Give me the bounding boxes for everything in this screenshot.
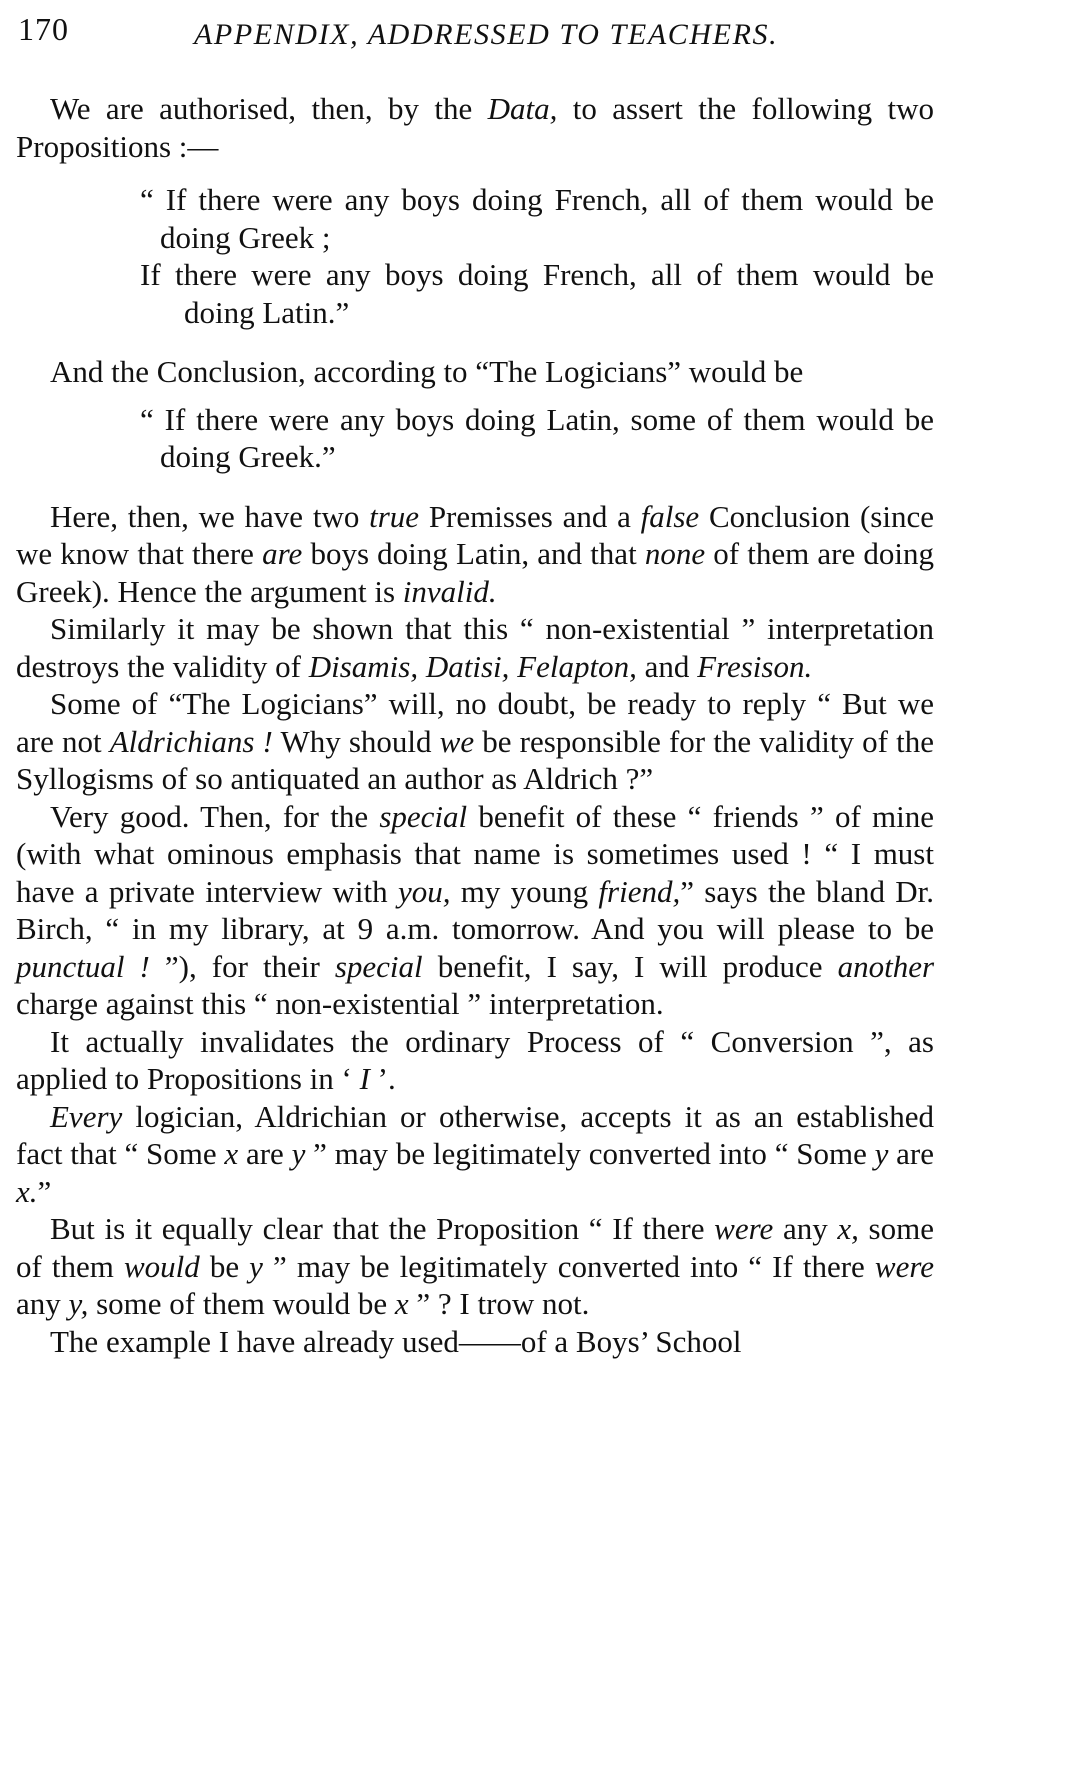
text-run: of them are doing Greek). Hence the argument is (16, 536, 935, 609)
emphasis: true (369, 498, 420, 534)
text-run: logician, Aldrichian or otherwise, accepts it as an established fact that “ Some (16, 1098, 934, 1171)
emphasis: are (262, 536, 303, 571)
text-run: my young (450, 873, 599, 909)
variable: y, (68, 1286, 89, 1321)
emphasis: false (640, 498, 700, 534)
variable: x (394, 1286, 409, 1321)
premisses-quote (16, 181, 934, 331)
text-run: are (238, 1136, 292, 1171)
text-run: boys doing Latin, and that (302, 536, 645, 571)
text-run: be (199, 1248, 250, 1284)
variable: x. (16, 1173, 38, 1209)
emphasis: special (379, 798, 468, 834)
emphasis: friend, (598, 873, 681, 909)
variable: x, (837, 1211, 859, 1246)
text-run: ” says the bland Dr. Birch, “ in my library, at 9 a.m. tomorrow. And you will please to be (16, 873, 934, 946)
text-run: are (888, 1136, 935, 1171)
variable: y (249, 1248, 263, 1284)
emphasis: none (644, 536, 706, 571)
emphasis: Aldrichians ! (109, 723, 273, 759)
emphasis: Fresison. (697, 648, 813, 684)
text-run: benefit, I say, I will produce (422, 948, 838, 984)
paragraph-7 (16, 1023, 934, 1098)
text-run: benefit of these “ friends ” of mine (with what ominous emphasis that name is sometimes used ! “ I must have a private interview with (16, 798, 934, 909)
emphasis: Felapton, (517, 648, 637, 684)
text-run: Very good. Then, for the (50, 798, 380, 834)
text-run: But is it equally clear that the Proposition “ If there (50, 1211, 715, 1246)
paragraph-3 (16, 498, 934, 611)
emphasis: Datisi, (425, 648, 510, 684)
emphasis: Data, (487, 91, 558, 126)
paragraph-2: And the Conclusion, according to “The Logicians” would be (50, 354, 804, 389)
text-run (418, 649, 426, 684)
text-run: and (636, 648, 698, 684)
emphasis: another (837, 948, 935, 984)
text-run: any (773, 1211, 838, 1246)
text-run: ’. (369, 1061, 396, 1096)
text-run: ” ? I trow not. (408, 1286, 590, 1321)
text-run: Why should (272, 723, 440, 759)
text-run: It actually invalidates the ordinary Process of “ Conversion ”, as applied to Propositions in ‘ (16, 1023, 934, 1096)
emphasis: Disamis, (308, 648, 419, 684)
variable: y (874, 1136, 889, 1171)
text-run: ”), for their (149, 948, 335, 984)
page-header (18, 6, 986, 52)
emphasis: special (334, 948, 423, 984)
text-run: some of them (16, 1211, 934, 1284)
page-body (16, 90, 934, 1360)
text-run: ” (37, 1173, 52, 1209)
text-run: Conclusion (since we know that there (16, 498, 934, 571)
emphasis: would (123, 1248, 200, 1284)
emphasis: punctual ! (16, 948, 150, 984)
paragraph-1 (16, 90, 934, 165)
paragraph-5 (16, 685, 934, 798)
emphasis: Every (50, 1098, 123, 1134)
emphasis: were (874, 1248, 934, 1284)
emphasis: we (439, 723, 475, 759)
running-title: APPENDIX, ADDRESSED TO TEACHERS. (194, 18, 779, 51)
variable: y (291, 1136, 306, 1171)
emphasis: you, (397, 873, 451, 909)
text-run: Some of “The Logicians” will, no doubt, be ready to reply “ But we are not (16, 686, 934, 759)
text-run: ” may be legitimately converted into “ If there (262, 1248, 875, 1284)
text-run: Similarly it may be shown that this “ non-existential ” interpretation destroys the validity of (16, 611, 934, 684)
quote-line-2: If there were any boys doing French, all of them would be doing Latin.” (140, 257, 934, 330)
text-run: Here, then, we have two (50, 498, 370, 534)
paragraph-6 (16, 798, 934, 1023)
page-number: 170 (18, 11, 69, 47)
paragraph-9 (16, 1210, 934, 1323)
conclusion-quote (16, 401, 934, 476)
text-run: charge against this “ non-existential ” interpretation. (16, 986, 664, 1021)
text-run: We are authorised, then, by the (50, 91, 488, 126)
text-run: be responsible for the validity of the Syllogisms of so antiquated an author as Aldrich ?” (16, 723, 934, 796)
emphasis: invalid. (402, 573, 497, 609)
text-run: any (16, 1286, 69, 1321)
paragraph-10: The example I have already used——of a Boys’ School (50, 1323, 742, 1359)
text-run: to assert the following two Propositions :— (16, 91, 934, 164)
text-run: some of them would be (88, 1286, 395, 1321)
text-run (509, 649, 517, 684)
emphasis: were (714, 1211, 774, 1246)
text-run: Premisses and a (419, 498, 641, 534)
paragraph-8 (16, 1098, 934, 1211)
variable: x (224, 1136, 239, 1171)
text-run: ” may be legitimately converted into “ Some (305, 1136, 875, 1171)
quote-line-1: “ If there were any boys doing French, all of them would be doing Greek ; (140, 182, 934, 255)
emphasis: I (359, 1061, 370, 1096)
paragraph-4 (16, 610, 934, 685)
quote-line-3: “ If there were any boys doing Latin, some of them would be doing Greek.” (140, 401, 934, 474)
